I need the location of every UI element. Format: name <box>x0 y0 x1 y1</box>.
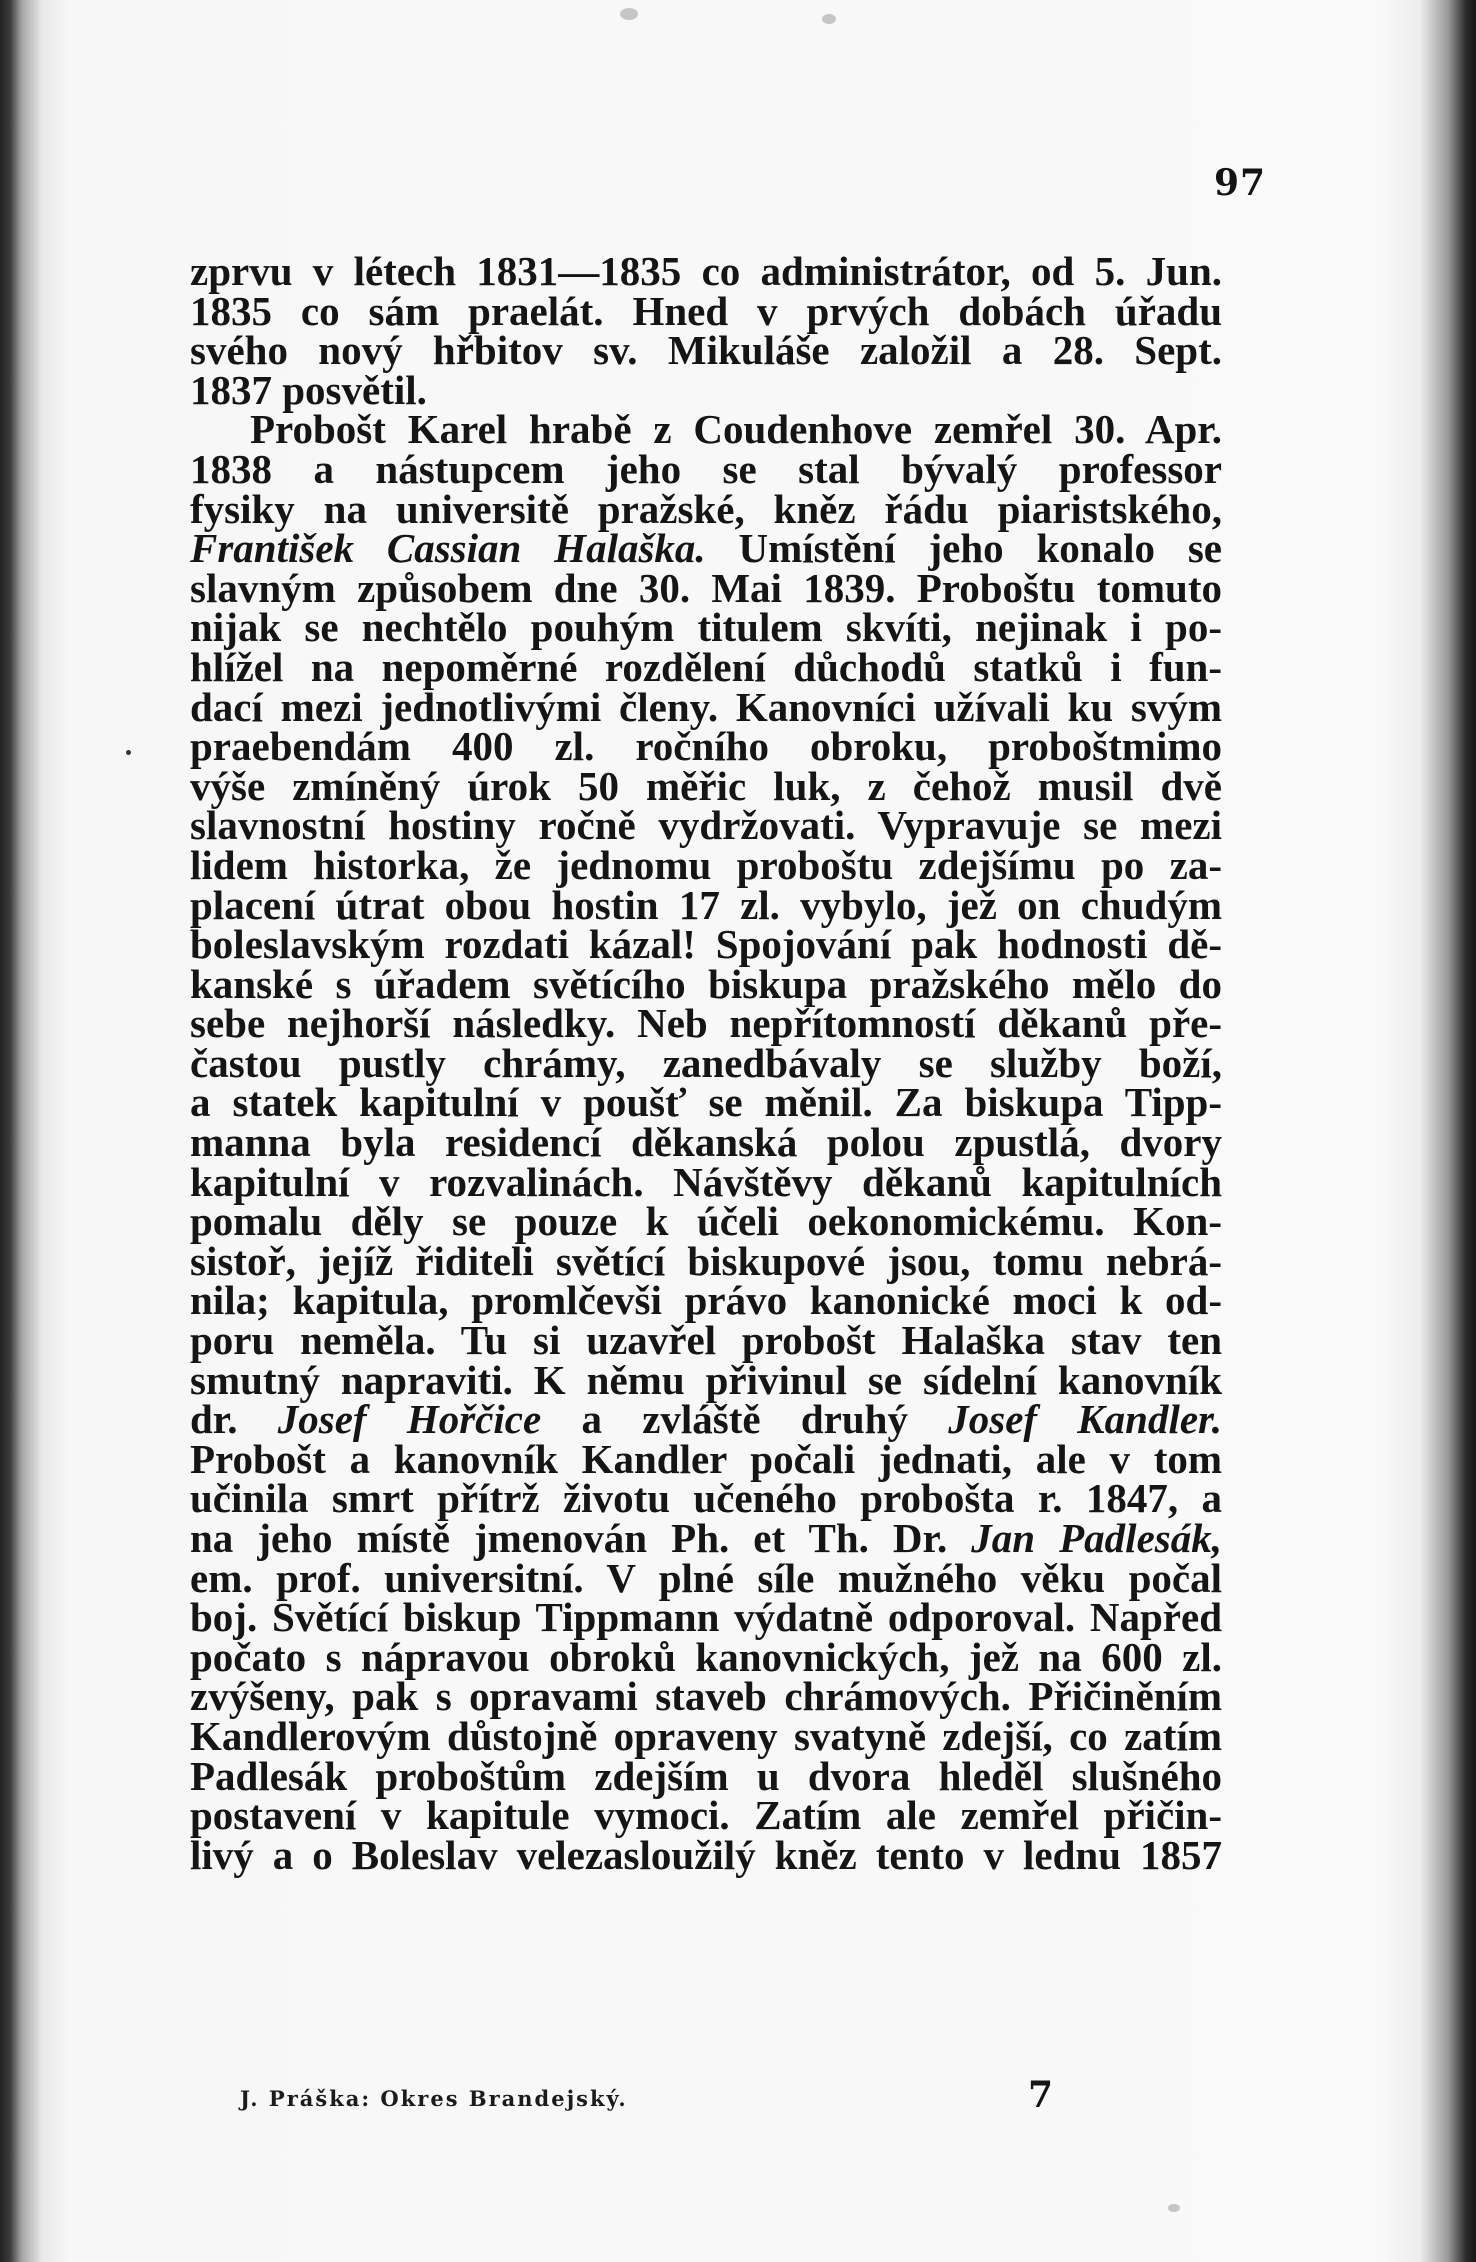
text-line: nila; kapitula, promlčevši právo kanonické moci k od- <box>190 1277 1222 1324</box>
text-line: svého nový hřbitov sv. Mikuláše založil a 28. Sept. <box>190 327 1222 374</box>
margin-mark <box>126 750 131 755</box>
text-line: placení útrat obou hostin 17 zl. vybylo, jež on chudým <box>190 881 1222 928</box>
person-name: Josef Hořčice <box>277 1396 542 1443</box>
text-segment: a zvláště druhý <box>541 1396 949 1443</box>
body-text <box>190 248 1222 1878</box>
text-line: postavení v kapitule vymoci. Zatím ale zemřel přičin- <box>190 1792 1222 1839</box>
text-line: pomalu děly se pouze k účeli oekonomickému. Kon- <box>190 1198 1222 1245</box>
text-line: nijak se nechtělo pouhým titulem skvíti, nejinak i po- <box>190 604 1222 651</box>
text-line: dací mezi jednotlivými členy. Kanovníci užívali ku svým <box>190 683 1222 730</box>
text-segment: dr. <box>190 1396 278 1443</box>
person-name: Jan Padlesák, <box>971 1515 1222 1561</box>
text-line: hlížel na nepoměrné rozdělení důchodů statků i fun- <box>190 643 1222 690</box>
text-line: poru neměla. Tu si uzavřel probošt Halaška stav ten <box>190 1317 1222 1364</box>
text-line: slavným způsobem dne 30. Mai 1839. Proboštu tomuto <box>190 564 1222 611</box>
text-line: boj. Světící biskup Tippmann výdatně odporoval. Napřed <box>190 1594 1222 1641</box>
page-footer <box>240 2074 1180 2146</box>
text-line: 1837 posvětil. <box>190 366 427 413</box>
text-line: Padlesák proboštům zdejším u dvora hleděl slušného <box>190 1752 1222 1799</box>
text-line: manna byla residencí děkanská polou zpustlá, dvory <box>190 1119 1222 1166</box>
text-line: Probošt Karel hrabě z Coudenhove zemřel 30. Apr. <box>250 406 1222 453</box>
book-page <box>40 0 1444 2262</box>
sheet-number: 7 <box>1028 2074 1054 2116</box>
text-line: 1835 co sám praelát. Hned v prvých dobách úřadu <box>190 287 1222 334</box>
text-segment: na jeho místě jmenován Ph. et Th. Dr. <box>190 1515 972 1561</box>
text-line: kapitulní v rozvalinách. Návštěvy děkanů kapitulních <box>190 1158 1222 1205</box>
text-line: praebendám 400 zl. ročního obroku, proboštmimo <box>190 723 1222 770</box>
text-line: Probošt a kanovník Kandler počali jednati, ale v tom <box>190 1435 1222 1482</box>
text-line: smutný napraviti. K němu přivinul se sídelní kanovník <box>190 1356 1222 1403</box>
text-line <box>190 525 1222 572</box>
text-line <box>190 1515 1222 1561</box>
text-line: učinila smrt přítrž životu učeného probošta r. 1847, a <box>190 1475 1222 1522</box>
text-line: sistoř, jejíž řiditeli světící biskupové jsou, tomu nebrá- <box>190 1237 1222 1284</box>
page-number: 97 <box>1214 162 1267 204</box>
text-line: Kandlerovým důstojně opraveny svatyně zdejší, co zatím <box>190 1712 1222 1759</box>
text-line: lidem historka, že jednomu proboštu zdejšímu po za- <box>190 841 1222 888</box>
text-line: zvýšeny, pak s opravami staveb chrámových. Přičiněním <box>190 1673 1222 1720</box>
person-name: František Cassian Halaška. <box>190 525 706 572</box>
text-line: boleslavským rozdati kázal! Spojování pak hodnosti dě- <box>190 921 1222 968</box>
text-line: počato s nápravou obroků kanovnických, jež na 600 zl. <box>190 1633 1222 1680</box>
text-line: a statek kapitulní v poušť se měnil. Za biskupa Tipp- <box>190 1079 1222 1126</box>
text-line: zprvu v létech 1831—1835 co administrátor, od 5. Jun. <box>190 248 1222 294</box>
text-line <box>190 1396 1222 1443</box>
text-line: sebe nejhorší následky. Neb nepřítomností děkanů pře- <box>190 1000 1222 1047</box>
text-line: livý a o Boleslav velezasloužilý kněz tento v lednu 1857 <box>190 1831 1222 1878</box>
text-line: kanské s úřadem světícího biskupa pražského mělo do <box>190 960 1222 1007</box>
text-line: výše zmíněný úrok 50 měřic luk, z čehož musil dvě <box>190 762 1222 809</box>
footer-signature: J. Práška: Okres Brandejský. <box>240 2086 628 2111</box>
text-line: častou pustly chrámy, zanedbávaly se služby boží, <box>190 1039 1222 1086</box>
text-line: fysiky na universitě pražské, kněz řádu piaristského, <box>190 485 1222 532</box>
person-name: Josef Kandler. <box>948 1396 1222 1443</box>
text-line: em. prof. universitní. V plné síle mužného věku počal <box>190 1554 1222 1601</box>
text-line: slavnostní hostiny ročně vydržovati. Vypravuje se mezi <box>190 802 1222 849</box>
text-segment: Umístění jeho konalo se <box>705 525 1222 572</box>
text-line: 1838 a nástupcem jeho se stal bývalý professor <box>190 445 1222 492</box>
